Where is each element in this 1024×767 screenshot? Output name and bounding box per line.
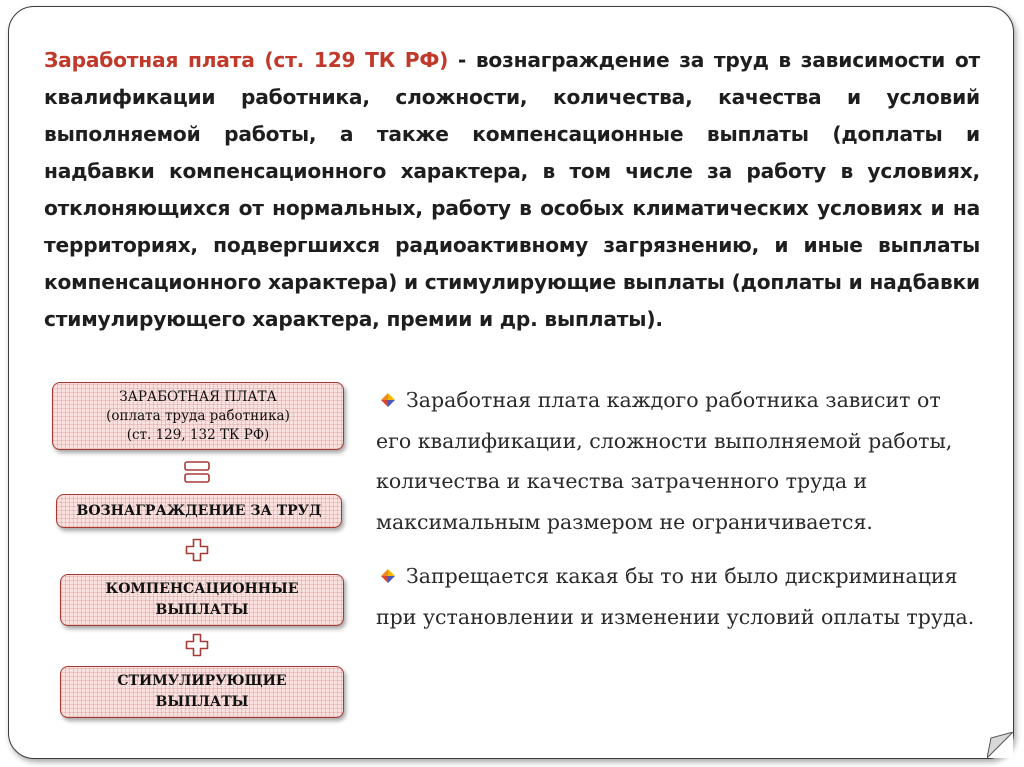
salary-structure-diagram: [56, 380, 346, 720]
bullet-text-1: Заработная плата каждого работника зависит от его квалификации, сложности выполняемой работы, количества и качества затраченного труда и максимальным размером не ограничивается.: [376, 388, 953, 534]
box-salary-subtitle: (оплата труда работника): [106, 407, 290, 424]
definition-text: - вознаграждение за труд в зависимости от квалификации работника, сложности, количества, качества и условий выполняемой работы, а также компенсационные выплаты (доплаты и надбавки компенсационного характера, в том числе за работу в условиях, отклоняющихся от нормальных, работу в особых климатических условиях и на территориях, подвергшихся радиоактивному загрязнению, и иные выплаты компенсационного характера) и стимулирующие выплаты (доплаты и надбавки стимулирующего характера, премии и др. выплаты).: [44, 48, 980, 331]
plus-icon: [185, 538, 209, 562]
box-salary: [52, 382, 344, 450]
equals-icon: [184, 459, 210, 485]
bullet-icon: [378, 568, 398, 584]
bullet-icon: [378, 392, 398, 408]
box-salary-reference: (ст. 129, 132 ТК РФ): [126, 426, 270, 443]
box-incentive-line2: ВЫПЛАТЫ: [155, 694, 249, 710]
box-compensation: [60, 574, 344, 626]
box-incentive-line1: СТИМУЛИРУЮЩИЕ: [117, 673, 287, 689]
plus-icon: [185, 633, 209, 657]
box-incentive: [60, 666, 344, 718]
box-salary-title: ЗАРАБОТНАЯ ПЛАТА: [119, 388, 277, 405]
box-compensation-line1: КОМПЕНСАЦИОННЫЕ: [105, 581, 299, 597]
salary-definition: [44, 42, 980, 338]
box-remuneration: [56, 494, 342, 528]
bullet-item: [376, 380, 976, 542]
bullet-item: [376, 556, 976, 637]
bullet-list: [376, 380, 976, 651]
bullet-text-2: Запрещается какая бы то ни было дискриминация при установлении и изменении условий оплаты труда.: [376, 564, 975, 629]
definition-term: Заработная плата (ст. 129 ТК РФ): [44, 48, 449, 72]
box-remuneration-title: ВОЗНАГРАЖДЕНИЕ ЗА ТРУД: [76, 503, 322, 519]
box-compensation-line2: ВЫПЛАТЫ: [155, 602, 249, 618]
page-curl-corner: [987, 732, 1013, 758]
